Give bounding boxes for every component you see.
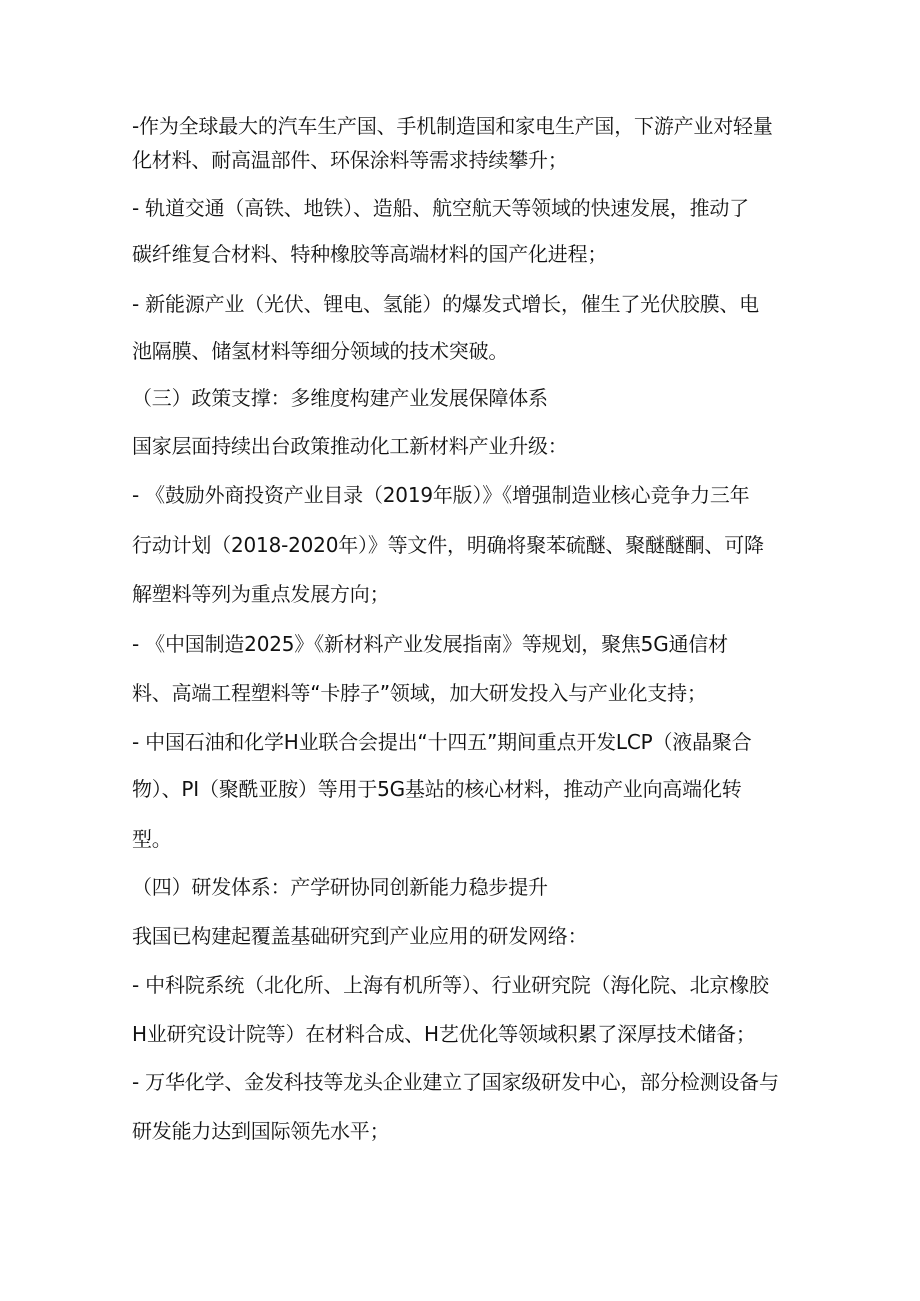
text-line: - 新能源产业（光伏、锂电、氢能）的爆发式增长，催生了光伏胶膜、电	[132, 292, 759, 316]
text-line: 化材料、耐高温部件、环保涂料等需求持续攀升；	[132, 148, 568, 172]
text-line: 研发能力达到国际领先水平；	[132, 1119, 390, 1143]
text-line: 池隔膜、储氢材料等细分领域的技术突破。	[132, 339, 509, 363]
text-line: 解塑料等列为重点发展方向；	[132, 582, 390, 606]
text-line: - 《中国制造2025》《新材料产业发展指南》等规划，聚焦5G通信材	[132, 632, 728, 656]
text-line: H业研究设计院等）在材料合成、H艺优化等领域积累了深厚技术储备；	[132, 1022, 756, 1046]
text-line: 物）、PI（聚酰亚胺）等用于5G基站的核心材料，推动产业向高端化转	[132, 777, 742, 801]
text-line: - 轨道交通（高铁、地铁）、造船、航空航天等领域的快速发展，推动了	[132, 196, 749, 220]
text-line: 料、高端工程塑料等“卡脖子”领域，加大研发投入与产业化支持；	[132, 681, 707, 705]
text-line: 型。	[132, 827, 172, 851]
text-line: - 万华化学、金发科技等龙头企业建立了国家级研发中心，部分检测设备与	[132, 1070, 779, 1094]
section-heading: （四）研发体系：产学研协同创新能力稳步提升	[132, 875, 548, 899]
text-line: - 中科院系统（北化所、上海有机所等）、行业研究院（海化院、北京橡胶	[132, 973, 769, 997]
text-line: 行动计划（2018-2020年）》等文件，明确将聚苯硫醚、聚醚醚酮、可降	[132, 533, 764, 557]
section-heading: （三）政策支撑：多维度构建产业发展保障体系	[132, 386, 548, 410]
text-line: 国家层面持续出台政策推动化工新材料产业升级：	[132, 434, 568, 458]
text-line: 碳纤维复合材料、特种橡胶等高端材料的国产化进程；	[132, 242, 608, 266]
text-line: - 《鼓励外商投资产业目录（2019年版）》《增强制造业核心竞争力三年	[132, 483, 750, 507]
text-line: - 中国石油和化学H业联合会提出“十四五”期间重点开发LCP（液晶聚合	[132, 730, 752, 754]
text-line: -作为全球最大的汽车生产国、手机制造国和家电生产国，下游产业对轻量	[132, 114, 773, 138]
text-line: 我国已构建起覆盖基础研究到产业应用的研发网络：	[132, 924, 588, 948]
